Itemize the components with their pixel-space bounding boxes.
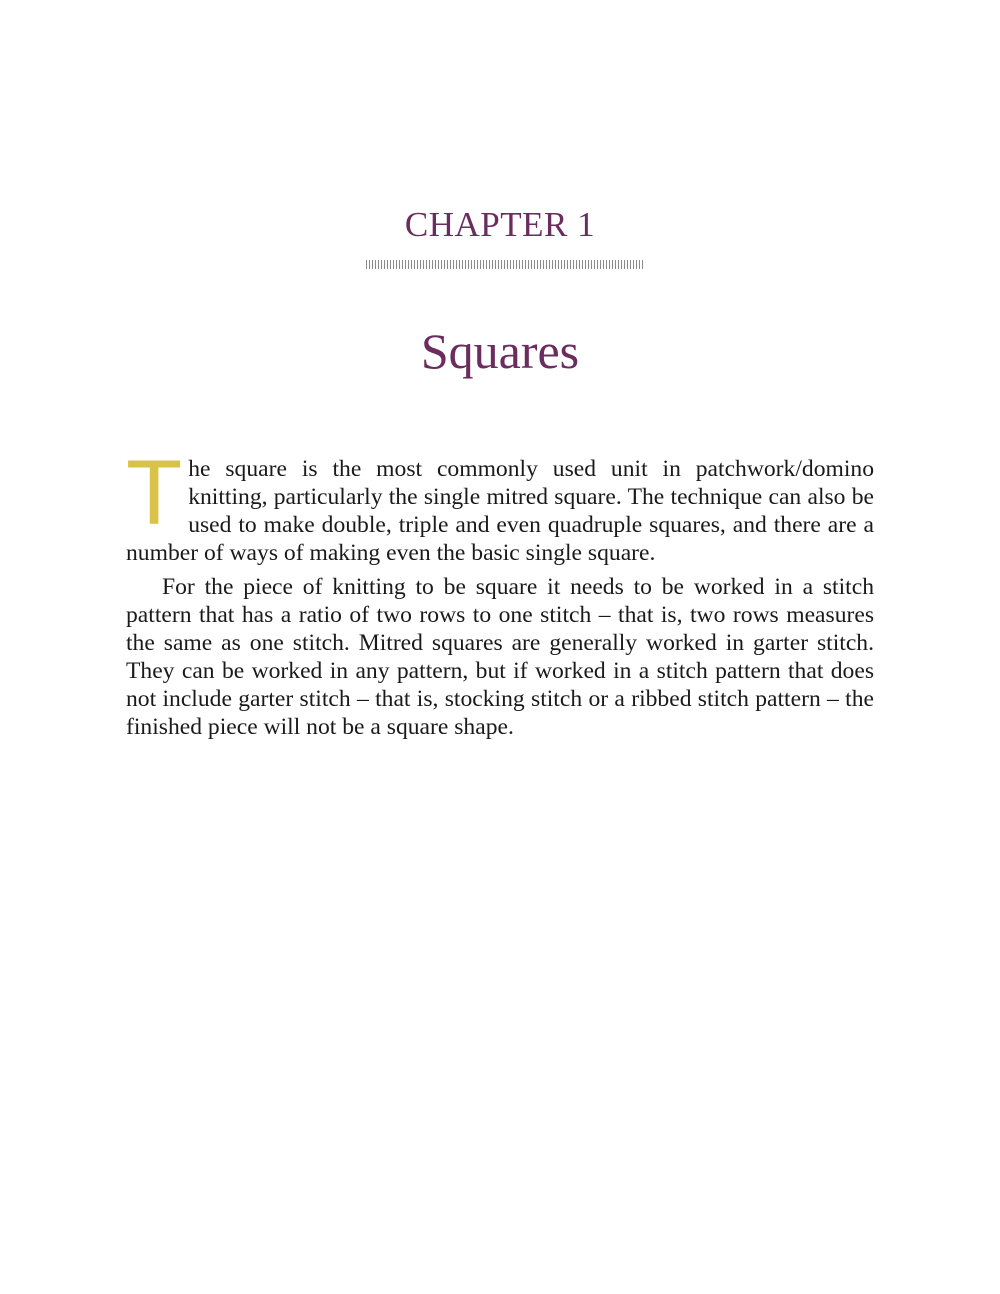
body-text (126, 442, 874, 741)
paragraph-1-text: he square is the most commonly used unit in patchwork/domino knitting, particularly the single mitred square. The technique can also be used to make double, triple and even quadruple squares, and there are a number of ways of making even the basic single square. (126, 456, 874, 566)
paragraph-1 (126, 442, 874, 567)
chapter-title: Squares (420, 323, 580, 379)
chapter-label: CHAPTER 1 (404, 205, 596, 244)
ornament-rule (366, 260, 644, 269)
drop-cap: T (126, 442, 183, 544)
paragraph-2: For the piece of knitting to be square it needs to be worked in a stitch pattern that has a ratio of two rows to one stitch – that is, two rows measures the same as one stitch. Mitred squares are generally worked in garter stitch. They can be worked in any pattern, but if worked in a stitch pattern that does not include garter stitch – that is, stocking stitch or a ribbed stitch pattern – the finished piece will not be a square shape. (126, 574, 874, 740)
